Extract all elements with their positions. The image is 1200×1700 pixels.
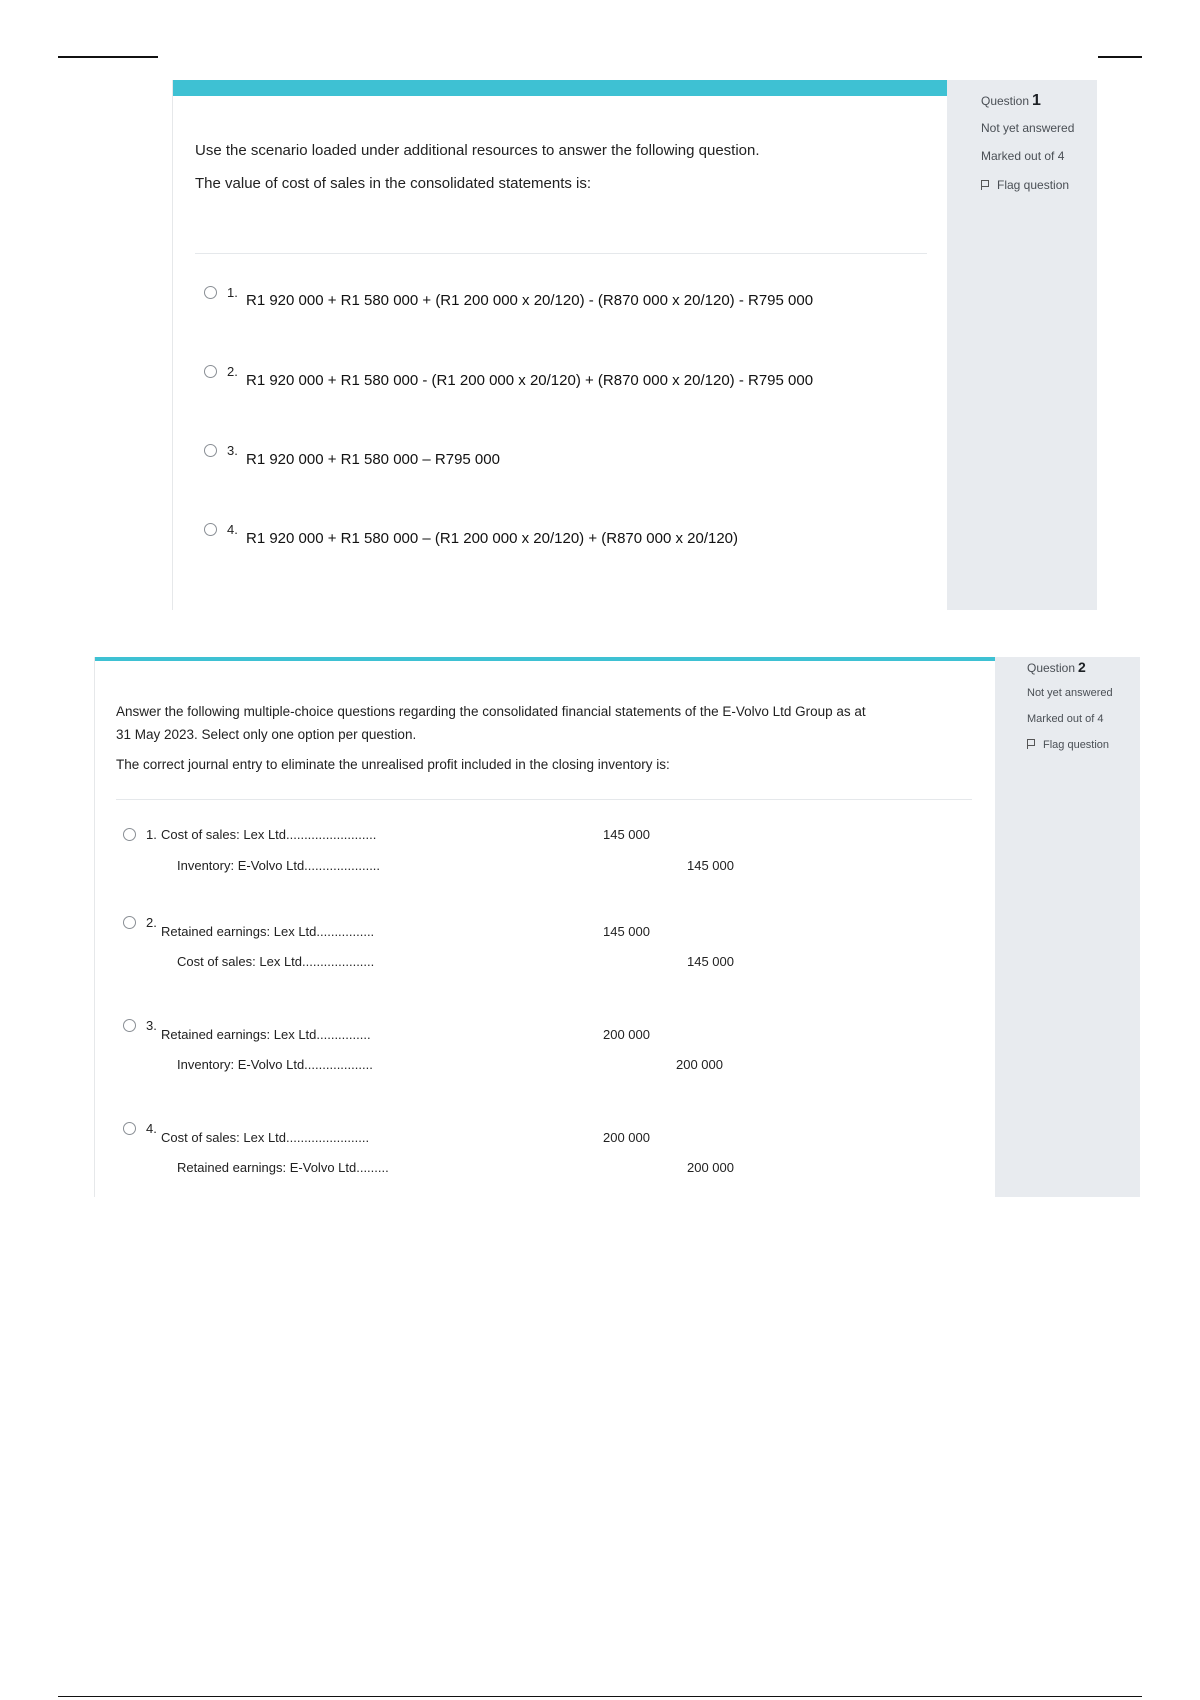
question-2-accent-bar [95, 657, 996, 661]
option-2-debit-account[interactable]: Retained earnings: Lex Ltd................ [161, 924, 375, 939]
flag-label[interactable]: Flag question [997, 178, 1070, 192]
option-2-text[interactable]: R1 920 000 + R1 580 000 - (R1 200 000 x 20/120) + (R870 000 x 20/120) - R795 000 [246, 372, 814, 389]
option-4-radio[interactable] [204, 523, 217, 536]
question-2-intro-line-2: 31 May 2023. Select only one option per question. [116, 727, 417, 742]
option-1-radio[interactable] [204, 286, 217, 299]
option-4-credit-amount: 200 000 [687, 1160, 734, 1175]
option-3-debit-amount: 200 000 [603, 1027, 650, 1042]
question-2-label [1027, 659, 1086, 675]
question-1-info-panel [947, 80, 1097, 610]
question-2-card [94, 657, 996, 1197]
option-2-credit-amount: 145 000 [687, 954, 734, 969]
option-1-credit-amount: 145 000 [687, 858, 734, 873]
option-2-radio[interactable] [123, 916, 136, 929]
question-label: Question [981, 94, 1030, 108]
question-number: 1 [1032, 92, 1041, 109]
flag-label[interactable]: Flag question [1043, 739, 1110, 751]
question-1-status: Not yet answered [981, 121, 1075, 135]
option-3-credit-amount: 200 000 [676, 1057, 723, 1072]
option-4-number: 4. [227, 522, 238, 537]
option-4-debit-amount: 200 000 [603, 1130, 650, 1145]
question-1-flag-button[interactable] [981, 178, 1069, 192]
option-2-radio[interactable] [204, 365, 217, 378]
question-2-intro-line-1: Answer the following multiple-choice questions regarding the consolidated financial statements of the E-Volvo Ltd Group as at [116, 704, 866, 719]
option-3-number: 3. [146, 1018, 157, 1033]
flag-icon [1027, 739, 1036, 749]
question-1-label [981, 92, 1041, 110]
question-1-marks: Marked out of 4 [981, 149, 1065, 163]
option-2-debit-amount: 145 000 [603, 924, 650, 939]
question-1-card [172, 80, 948, 610]
option-3-number: 3. [227, 443, 238, 458]
option-3-debit-account[interactable]: Retained earnings: Lex Ltd............... [161, 1027, 371, 1042]
question-1-intro: Use the scenario loaded under additional resources to answer the following question. [195, 142, 760, 159]
question-2-prompt: The correct journal entry to eliminate the unrealised profit included in the closing inventory is: [116, 757, 670, 772]
option-1-credit-account[interactable]: Inventory: E-Volvo Ltd..................... [177, 858, 381, 873]
question-2-flag-button[interactable] [1027, 739, 1109, 751]
question-2-marks: Marked out of 4 [1027, 713, 1104, 725]
option-1-radio[interactable] [123, 828, 136, 841]
flag-icon [981, 180, 990, 190]
option-4-number: 4. [146, 1121, 157, 1136]
question-2-status: Not yet answered [1027, 687, 1113, 699]
option-3-radio[interactable] [123, 1019, 136, 1032]
option-1-debit-amount: 145 000 [603, 827, 650, 842]
option-3-credit-account[interactable]: Inventory: E-Volvo Ltd................... [177, 1057, 373, 1072]
option-4-debit-account[interactable]: Cost of sales: Lex Ltd....................... [161, 1130, 370, 1145]
option-1-text[interactable]: R1 920 000 + R1 580 000 + (R1 200 000 x 20/120) - (R870 000 x 20/120) - R795 000 [246, 292, 814, 309]
option-1-number: 1. [146, 827, 157, 842]
option-3-radio[interactable] [204, 444, 217, 457]
option-2-credit-account[interactable]: Cost of sales: Lex Ltd.................... [177, 954, 375, 969]
question-number: 2 [1078, 659, 1086, 675]
option-1-debit-account[interactable]: Cost of sales: Lex Ltd......................... [161, 827, 377, 842]
question-1-divider [195, 253, 927, 254]
top-right-rule [1098, 56, 1142, 58]
option-1-number: 1. [227, 285, 238, 300]
top-left-rule [58, 56, 158, 58]
question-1-accent-bar [173, 80, 948, 96]
question-2-divider [116, 799, 972, 800]
question-1-prompt: The value of cost of sales in the consolidated statements is: [195, 175, 592, 192]
option-4-credit-account[interactable]: Retained earnings: E-Volvo Ltd......... [177, 1160, 389, 1175]
question-label: Question [1027, 661, 1076, 675]
option-3-text[interactable]: R1 920 000 + R1 580 000 – R795 000 [246, 451, 500, 468]
option-4-radio[interactable] [123, 1122, 136, 1135]
bottom-rule [58, 1696, 1142, 1697]
option-2-number: 2. [146, 915, 157, 930]
question-2-info-panel [995, 657, 1140, 1197]
option-4-text[interactable]: R1 920 000 + R1 580 000 – (R1 200 000 x 20/120) + (R870 000 x 20/120) [246, 530, 739, 547]
option-2-number: 2. [227, 364, 238, 379]
